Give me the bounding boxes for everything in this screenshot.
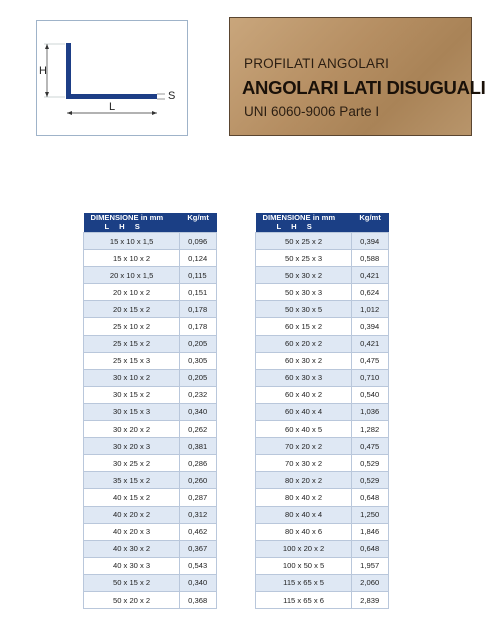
header-dimension: DIMENSIONE in mm L H S xyxy=(256,213,352,233)
cell-weight: 0,368 xyxy=(180,591,217,608)
table-row xyxy=(84,301,217,318)
table-row xyxy=(84,506,217,523)
cell-weight: 0,529 xyxy=(352,455,389,472)
cell-weight: 0,205 xyxy=(180,335,217,352)
cell-weight: 0,115 xyxy=(180,267,217,284)
cell-dimension: 25 x 15 x 2 xyxy=(84,335,180,352)
cell-weight: 0,648 xyxy=(352,489,389,506)
cell-weight: 0,096 xyxy=(180,233,217,250)
label-l: L xyxy=(109,101,116,113)
table-row xyxy=(84,386,217,403)
cell-weight: 0,648 xyxy=(352,540,389,557)
cell-weight: 1,036 xyxy=(352,403,389,420)
header-dimension: DIMENSIONE in mm L H S xyxy=(84,213,180,233)
cell-weight: 0,540 xyxy=(352,386,389,403)
table-body xyxy=(256,233,389,609)
table-row xyxy=(256,557,389,574)
cell-dimension: 40 x 30 x 3 xyxy=(84,557,180,574)
cell-weight: 0,367 xyxy=(180,540,217,557)
cell-dimension: 100 x 20 x 2 xyxy=(256,540,352,557)
table-row xyxy=(256,352,389,369)
cell-dimension: 50 x 30 x 5 xyxy=(256,301,352,318)
cell-dimension: 60 x 40 x 5 xyxy=(256,421,352,438)
table-row xyxy=(84,421,217,438)
table-row xyxy=(84,369,217,386)
table-row xyxy=(256,335,389,352)
cell-weight: 0,421 xyxy=(352,267,389,284)
cell-weight: 0,462 xyxy=(180,523,217,540)
cell-dimension: 115 x 65 x 5 xyxy=(256,574,352,591)
cell-dimension: 60 x 30 x 2 xyxy=(256,352,352,369)
dimensions-table-left xyxy=(83,213,217,609)
cell-weight: 0,624 xyxy=(352,284,389,301)
cell-dimension: 80 x 40 x 4 xyxy=(256,506,352,523)
cell-weight: 0,543 xyxy=(180,557,217,574)
cell-weight: 0,475 xyxy=(352,438,389,455)
cell-dimension: 20 x 10 x 1,5 xyxy=(84,267,180,284)
cell-weight: 0,262 xyxy=(180,421,217,438)
label-s: S xyxy=(168,90,176,102)
table-row xyxy=(84,540,217,557)
cell-weight: 0,178 xyxy=(180,301,217,318)
cell-dimension: 20 x 15 x 2 xyxy=(84,301,180,318)
table-row xyxy=(84,489,217,506)
table-row xyxy=(256,250,389,267)
cell-weight: 0,286 xyxy=(180,455,217,472)
table-row xyxy=(84,455,217,472)
cell-weight: 1,250 xyxy=(352,506,389,523)
cell-weight: 0,394 xyxy=(352,318,389,335)
table-row xyxy=(84,438,217,455)
table-row xyxy=(256,540,389,557)
cell-weight: 0,381 xyxy=(180,438,217,455)
cell-weight: 1,846 xyxy=(352,523,389,540)
cell-weight: 0,529 xyxy=(352,472,389,489)
cell-dimension: 50 x 25 x 3 xyxy=(256,250,352,267)
cell-dimension: 25 x 10 x 2 xyxy=(84,318,180,335)
table-row xyxy=(256,233,389,250)
table-row xyxy=(84,472,217,489)
header-kg: Kg/mt xyxy=(180,213,217,233)
label-h: H xyxy=(39,65,47,77)
cell-weight: 0,205 xyxy=(180,369,217,386)
table-row xyxy=(256,455,389,472)
cell-weight: 1,012 xyxy=(352,301,389,318)
cell-dimension: 40 x 30 x 2 xyxy=(84,540,180,557)
cell-dimension: 70 x 20 x 2 xyxy=(256,438,352,455)
banner-standard: UNI 6060-9006 Parte I xyxy=(244,104,380,119)
cell-weight: 0,588 xyxy=(352,250,389,267)
table-row xyxy=(256,403,389,420)
cell-weight: 0,287 xyxy=(180,489,217,506)
dimensions-table-right xyxy=(255,213,389,609)
table-row xyxy=(256,574,389,591)
cell-weight: 2,060 xyxy=(352,574,389,591)
cell-dimension: 60 x 15 x 2 xyxy=(256,318,352,335)
cell-dimension: 20 x 10 x 2 xyxy=(84,284,180,301)
table-row xyxy=(84,352,217,369)
table-row xyxy=(256,438,389,455)
cell-dimension: 60 x 30 x 3 xyxy=(256,369,352,386)
table-row xyxy=(84,557,217,574)
cell-weight: 0,710 xyxy=(352,369,389,386)
cell-dimension: 40 x 15 x 2 xyxy=(84,489,180,506)
cell-dimension: 80 x 40 x 6 xyxy=(256,523,352,540)
table-row xyxy=(256,369,389,386)
table-row xyxy=(84,267,217,284)
cell-weight: 2,839 xyxy=(352,591,389,608)
cell-weight: 0,151 xyxy=(180,284,217,301)
table-row xyxy=(84,523,217,540)
cell-dimension: 60 x 40 x 2 xyxy=(256,386,352,403)
cell-weight: 1,282 xyxy=(352,421,389,438)
cell-weight: 1,957 xyxy=(352,557,389,574)
cell-weight: 0,312 xyxy=(180,506,217,523)
cell-dimension: 80 x 20 x 2 xyxy=(256,472,352,489)
table-row xyxy=(84,250,217,267)
cell-dimension: 30 x 15 x 2 xyxy=(84,386,180,403)
cell-dimension: 35 x 15 x 2 xyxy=(84,472,180,489)
cell-dimension: 30 x 20 x 2 xyxy=(84,421,180,438)
table-header xyxy=(256,213,389,233)
cell-dimension: 70 x 30 x 2 xyxy=(256,455,352,472)
table-row xyxy=(84,403,217,420)
title-banner xyxy=(229,17,486,136)
table-row xyxy=(84,318,217,335)
table-row xyxy=(256,386,389,403)
cell-weight: 0,232 xyxy=(180,386,217,403)
cell-dimension: 50 x 30 x 2 xyxy=(256,267,352,284)
cell-dimension: 25 x 15 x 3 xyxy=(84,352,180,369)
table-row xyxy=(256,506,389,523)
cell-weight: 0,340 xyxy=(180,574,217,591)
table-row xyxy=(256,591,389,608)
angle-profile-drawing xyxy=(37,21,189,137)
table-row xyxy=(84,574,217,591)
banner-title: ANGOLARI LATI DISUGUALI xyxy=(242,77,486,98)
cell-dimension: 15 x 10 x 1,5 xyxy=(84,233,180,250)
cell-dimension: 50 x 30 x 3 xyxy=(256,284,352,301)
table-row xyxy=(84,284,217,301)
table-row xyxy=(256,421,389,438)
cell-dimension: 50 x 20 x 2 xyxy=(84,591,180,608)
table-row xyxy=(256,489,389,506)
cell-weight: 0,475 xyxy=(352,352,389,369)
cell-dimension: 50 x 15 x 2 xyxy=(84,574,180,591)
cell-dimension: 115 x 65 x 6 xyxy=(256,591,352,608)
banner-subtitle: PROFILATI ANGOLARI xyxy=(244,56,390,71)
cell-dimension: 40 x 20 x 3 xyxy=(84,523,180,540)
table-row xyxy=(256,318,389,335)
table-row xyxy=(256,284,389,301)
header-kg: Kg/mt xyxy=(352,213,389,233)
cell-dimension: 30 x 10 x 2 xyxy=(84,369,180,386)
cell-dimension: 60 x 40 x 4 xyxy=(256,403,352,420)
cell-weight: 0,340 xyxy=(180,403,217,420)
cell-weight: 0,305 xyxy=(180,352,217,369)
cell-dimension: 30 x 15 x 3 xyxy=(84,403,180,420)
cell-dimension: 40 x 20 x 2 xyxy=(84,506,180,523)
cell-dimension: 15 x 10 x 2 xyxy=(84,250,180,267)
table-header xyxy=(84,213,217,233)
profile-diagram xyxy=(36,20,188,136)
table-row xyxy=(256,523,389,540)
table-row xyxy=(84,591,217,608)
table-body xyxy=(84,233,217,609)
cell-weight: 0,124 xyxy=(180,250,217,267)
cell-weight: 0,260 xyxy=(180,472,217,489)
table-row xyxy=(256,472,389,489)
cell-weight: 0,394 xyxy=(352,233,389,250)
cell-dimension: 30 x 20 x 3 xyxy=(84,438,180,455)
cell-weight: 0,421 xyxy=(352,335,389,352)
cell-weight: 0,178 xyxy=(180,318,217,335)
table-row xyxy=(256,301,389,318)
cell-dimension: 60 x 20 x 2 xyxy=(256,335,352,352)
cell-dimension: 50 x 25 x 2 xyxy=(256,233,352,250)
cell-dimension: 30 x 25 x 2 xyxy=(84,455,180,472)
table-row xyxy=(84,335,217,352)
table-row xyxy=(84,233,217,250)
table-row xyxy=(256,267,389,284)
cell-dimension: 100 x 50 x 5 xyxy=(256,557,352,574)
cell-dimension: 80 x 40 x 2 xyxy=(256,489,352,506)
